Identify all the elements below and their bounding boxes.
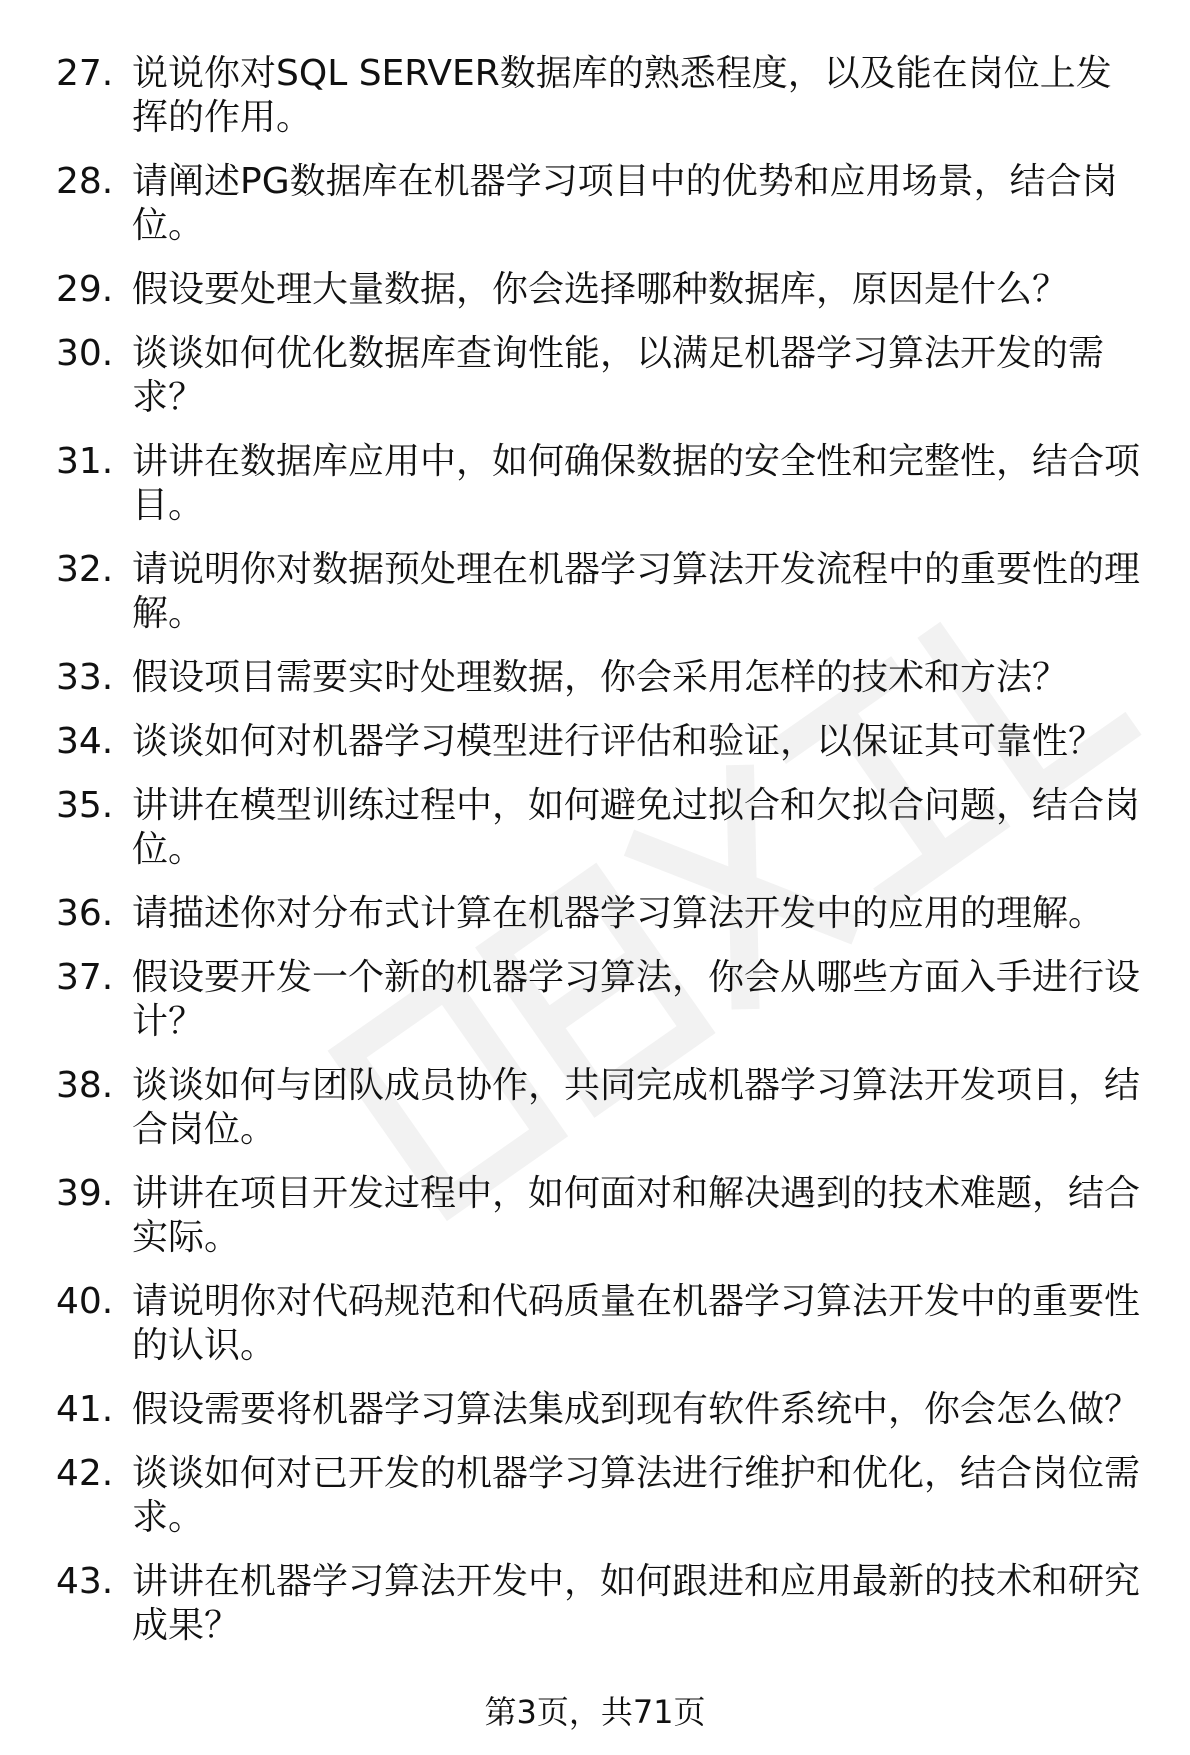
- question-list: [56, 52, 1146, 1668]
- question-text: 谈谈如何与团队成员协作，共同完成机器学习算法开发项目，结合岗位。: [132, 1065, 1141, 1150]
- question-number: 36.: [56, 893, 114, 934]
- list-item: [56, 892, 1146, 936]
- question-number: 32.: [56, 549, 114, 590]
- question-text: 讲讲在项目开发过程中，如何面对和解决遇到的技术难题，结合实际。: [132, 1173, 1141, 1258]
- question-text: 请阐述PG数据库在机器学习项目中的优势和应用场景，结合岗位。: [132, 161, 1118, 246]
- question-text: 谈谈如何对已开发的机器学习算法进行维护和优化，结合岗位需求。: [132, 1453, 1141, 1538]
- question-number: 29.: [56, 269, 114, 310]
- list-item: [56, 332, 1146, 420]
- list-item: [56, 548, 1146, 636]
- list-item: [56, 268, 1146, 312]
- list-item: [56, 1172, 1146, 1260]
- list-item: [56, 656, 1146, 700]
- list-item: [56, 1388, 1146, 1432]
- question-number: 31.: [56, 441, 114, 482]
- question-text: 请说明你对代码规范和代码质量在机器学习算法开发中的重要性的认识。: [132, 1281, 1141, 1366]
- question-number: 35.: [56, 785, 114, 826]
- question-number: 30.: [56, 333, 114, 374]
- question-text: 请说明你对数据预处理在机器学习算法开发流程中的重要性的理解。: [132, 549, 1141, 634]
- list-item: [56, 440, 1146, 528]
- question-number: 40.: [56, 1281, 114, 1322]
- question-number: 27.: [56, 53, 114, 94]
- list-item: [56, 1064, 1146, 1152]
- question-text: 谈谈如何优化数据库查询性能，以满足机器学习算法开发的需求？: [132, 333, 1105, 418]
- question-text: 假设需要将机器学习算法集成到现有软件系统中，你会怎么做？: [132, 1389, 1141, 1430]
- question-number: 43.: [56, 1561, 114, 1602]
- list-item: [56, 1452, 1146, 1540]
- question-text: 假设要处理大量数据，你会选择哪种数据库，原因是什么？: [132, 269, 1069, 310]
- question-text: 讲讲在数据库应用中，如何确保数据的安全性和完整性，结合项目。: [132, 441, 1141, 526]
- question-text: 假设要开发一个新的机器学习算法，你会从哪些方面入手进行设计？: [132, 957, 1141, 1042]
- question-number: 39.: [56, 1173, 114, 1214]
- question-number: 41.: [56, 1389, 114, 1430]
- question-text: 讲讲在模型训练过程中，如何避免过拟合和欠拟合问题，结合岗位。: [132, 785, 1141, 870]
- question-number: 42.: [56, 1453, 114, 1494]
- list-item: [56, 956, 1146, 1044]
- list-item: [56, 1560, 1146, 1648]
- list-item: [56, 52, 1146, 140]
- page-number-footer: 第3页，共71页: [484, 1693, 706, 1731]
- question-number: 34.: [56, 721, 114, 762]
- question-text: 说说你对SQL SERVER数据库的熟悉程度，以及能在岗位上发挥的作用。: [132, 53, 1112, 138]
- question-number: 28.: [56, 161, 114, 202]
- question-text: 假设项目需要实时处理数据，你会采用怎样的技术和方法？: [132, 657, 1069, 698]
- question-number: 33.: [56, 657, 114, 698]
- question-text: 谈谈如何对机器学习模型进行评估和验证，以保证其可靠性？: [132, 721, 1105, 762]
- list-item: [56, 784, 1146, 872]
- list-item: [56, 720, 1146, 764]
- list-item: [56, 160, 1146, 248]
- question-text: 讲讲在机器学习算法开发中，如何跟进和应用最新的技术和研究成果？: [132, 1561, 1141, 1646]
- list-item: [56, 1280, 1146, 1368]
- question-number: 37.: [56, 957, 114, 998]
- question-text: 请描述你对分布式计算在机器学习算法开发中的应用的理解。: [132, 893, 1105, 934]
- question-number: 38.: [56, 1065, 114, 1106]
